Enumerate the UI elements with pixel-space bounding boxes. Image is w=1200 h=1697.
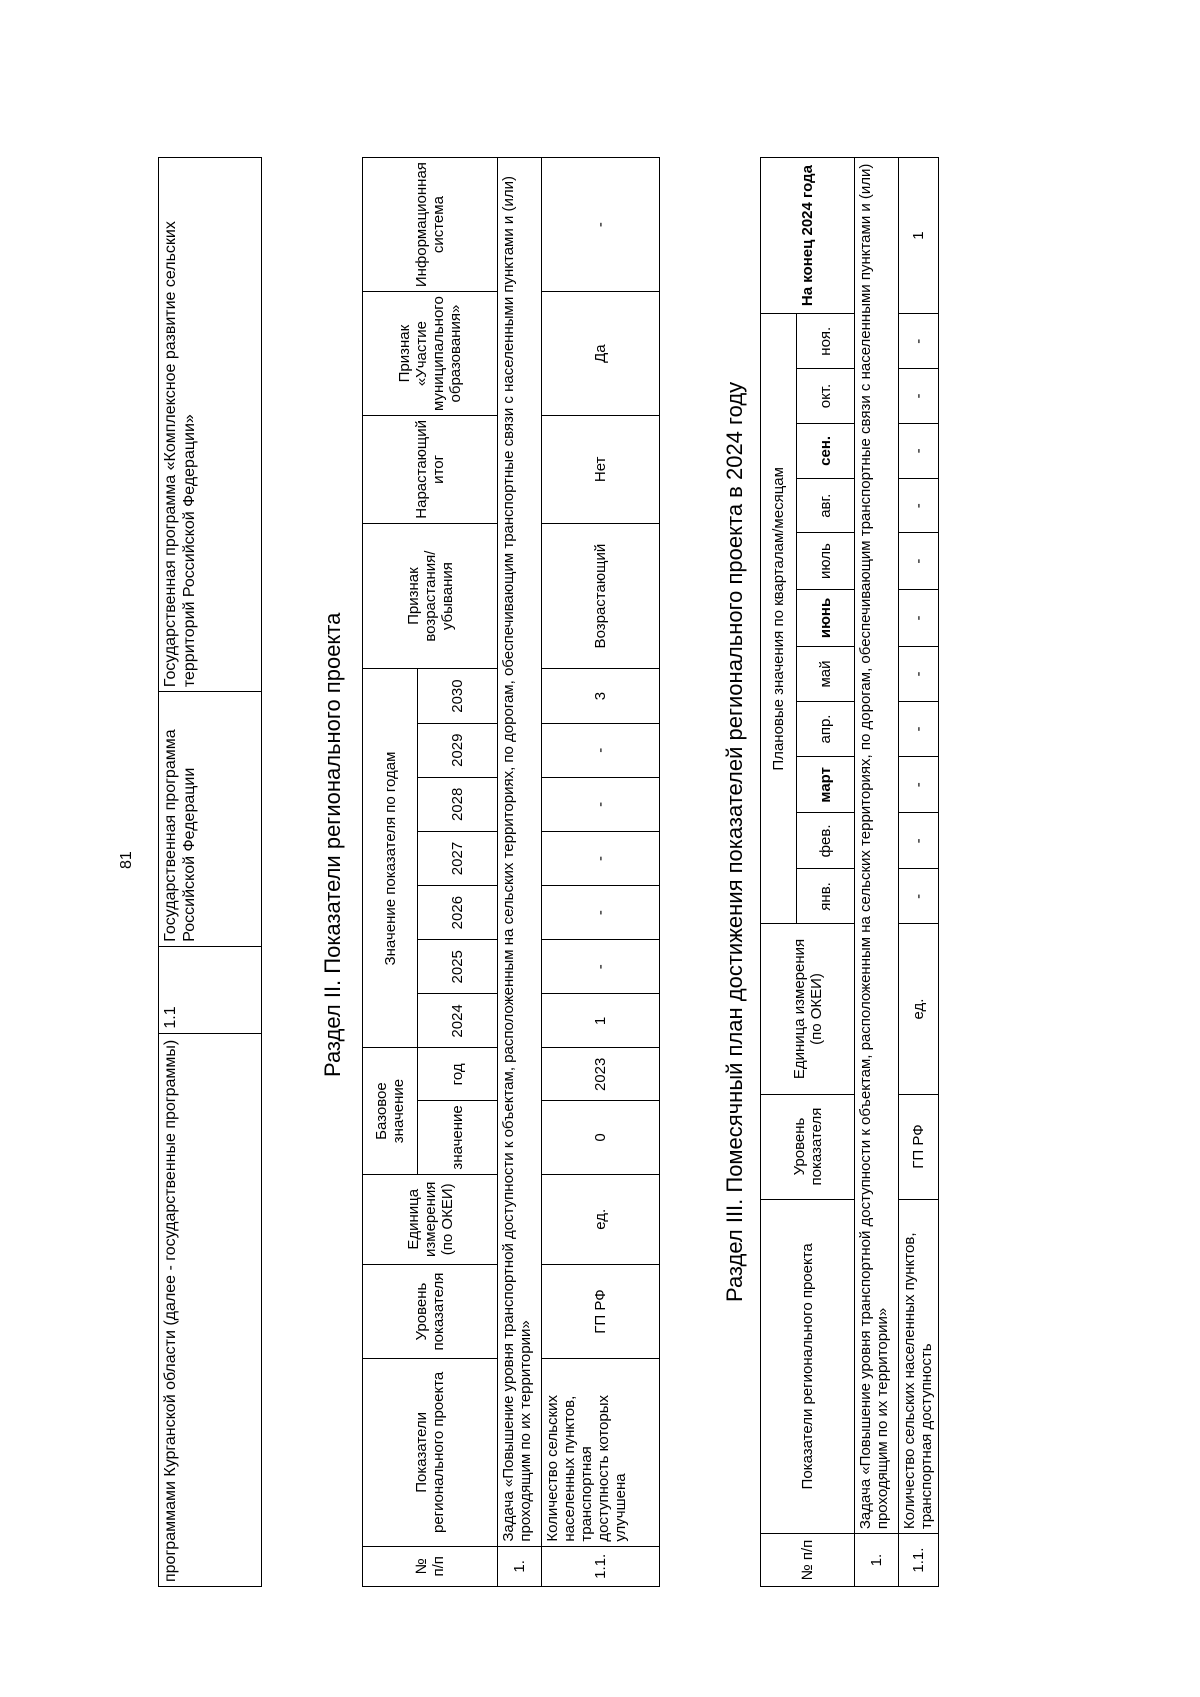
s2-row-unit: ед.: [542, 1174, 660, 1264]
s3-header-month: фев.: [797, 813, 855, 869]
top-row-number: 1.1: [159, 946, 262, 1033]
page-number: 81: [118, 851, 135, 869]
s2-row-name: Количество сельских населенных пунктов, транспортная доступность которых улучшена: [542, 1359, 660, 1547]
s2-row-value: 3: [542, 669, 660, 723]
s2-row-level: ГП РФ: [542, 1265, 660, 1359]
s2-row-value: -: [542, 723, 660, 777]
top-table: [158, 157, 262, 1587]
s3-row-month: -: [899, 701, 939, 756]
s3-header-num: № п/п: [761, 1534, 855, 1587]
s3-header-unit: Единица измерения (по ОКЕИ): [761, 924, 855, 1094]
s3-header-indicators: Показатели регионального проекта: [761, 1199, 855, 1534]
s3-row-month: -: [899, 423, 939, 478]
s2-row-cumulative: Нет: [542, 415, 660, 523]
s3-header-month: апр.: [797, 701, 855, 756]
s2-header-year: 2024: [418, 994, 498, 1048]
s2-row-number: 1.1.: [542, 1546, 660, 1586]
s3-header-month: май: [797, 647, 855, 702]
s2-header-base-value: значение: [418, 1101, 498, 1174]
s2-header-year: 2025: [418, 940, 498, 994]
s2-row-value: -: [542, 777, 660, 831]
s2-header-info-system: Информационная система: [363, 158, 498, 292]
s2-header-base: Базовое значение: [363, 1048, 418, 1174]
s2-row-trend: Возрастающий: [542, 523, 660, 669]
s3-header-month: ноя.: [797, 314, 855, 369]
s3-task-number: 1.: [855, 1534, 899, 1587]
s2-header-indicators: Показатели регионального проекта: [363, 1359, 498, 1547]
section2-table: [362, 157, 660, 1587]
s3-row-month: -: [899, 369, 939, 423]
s3-row-name: Количество сельских населенных пунктов, транспортная доступность: [899, 1199, 939, 1534]
s3-header-month: март: [797, 757, 855, 813]
s2-header-year: 2029: [418, 723, 498, 777]
s2-header-num: № п/п: [363, 1546, 498, 1586]
s2-row-base-value: 0: [542, 1101, 660, 1174]
s3-header-plan: Плановые значения по кварталам/месяцам: [761, 314, 797, 924]
s3-header-month: июль: [797, 533, 855, 589]
s3-row-month: -: [899, 813, 939, 869]
s3-header-month: янв.: [797, 869, 855, 924]
top-middle-text: Государственная программа Российской Федерации: [159, 692, 262, 947]
s3-row-month: -: [899, 757, 939, 813]
section3-table: [760, 157, 939, 1587]
s2-header-year: 2027: [418, 831, 498, 885]
s3-row-month: -: [899, 647, 939, 702]
s2-row-value: -: [542, 886, 660, 940]
s2-header-year: 2028: [418, 777, 498, 831]
s2-header-cumulative: Нарастающий итог: [363, 415, 498, 523]
s3-header-month: сен.: [797, 423, 855, 478]
s2-header-year: 2030: [418, 669, 498, 723]
s2-header-year: 2026: [418, 886, 498, 940]
s3-row-month: -: [899, 533, 939, 589]
s2-header-unit: Единица измерения (по ОКЕИ): [363, 1174, 498, 1264]
s2-task-text: Задача «Повышение уровня транспортной доступности к объектам, расположенным на сельских территориях, по дорогам, обеспечивающим транспортные связи с населенными пунктами и (или) проходящим по их территории»: [498, 158, 542, 1547]
section3-title: Раздел III. Помесячный план достижения показателей регионального проекта в 2024 году: [722, 381, 747, 1302]
s2-row-value: -: [542, 940, 660, 994]
top-left-text: программами Курганской области (далее - государственные программы): [159, 1033, 262, 1586]
s3-header-month: авг.: [797, 479, 855, 533]
s3-row-number: 1.1.: [899, 1534, 939, 1587]
s2-row-value: 1: [542, 994, 660, 1048]
s2-header-years-group: Значение показателя по годам: [363, 669, 418, 1048]
s3-header-end: На конец 2024 года: [761, 158, 855, 314]
s3-row-end: 1: [899, 158, 939, 314]
s2-row-municipal: Да: [542, 292, 660, 416]
s2-header-trend: Признак возрастания/ убывания: [363, 523, 498, 669]
s2-header-level: Уровень показателя: [363, 1265, 498, 1359]
s2-header-municipal: Признак «Участие муниципального образования»: [363, 292, 498, 416]
s3-row-level: ГП РФ: [899, 1094, 939, 1199]
s2-row-base-year: 2023: [542, 1048, 660, 1101]
s2-task-number: 1.: [498, 1546, 542, 1586]
s2-row-info-system: -: [542, 158, 660, 292]
s2-header-base-year: год: [418, 1048, 498, 1101]
s3-row-month: -: [899, 314, 939, 369]
s3-row-unit: ед.: [899, 924, 939, 1094]
s3-header-month: окт.: [797, 369, 855, 423]
s3-task-text: Задача «Повышение уровня транспортной доступности к объектам, расположенным на сельских территориях, по дорогам, обеспечивающим транспортные связи с населенными пунктами и (или) проходящим по их территории»: [855, 158, 899, 1534]
s3-row-month: -: [899, 869, 939, 924]
s3-row-month: -: [899, 589, 939, 646]
top-right-text: Государственная программа «Комплексное развитие сельских территорий Российской Федерации»: [159, 158, 262, 692]
s2-row-value: -: [542, 831, 660, 885]
s3-header-level: Уровень показателя: [761, 1094, 855, 1199]
s3-header-month: июнь: [797, 589, 855, 646]
s3-row-month: -: [899, 479, 939, 533]
section2-title: Раздел II. Показатели регионального проекта: [320, 612, 345, 1077]
